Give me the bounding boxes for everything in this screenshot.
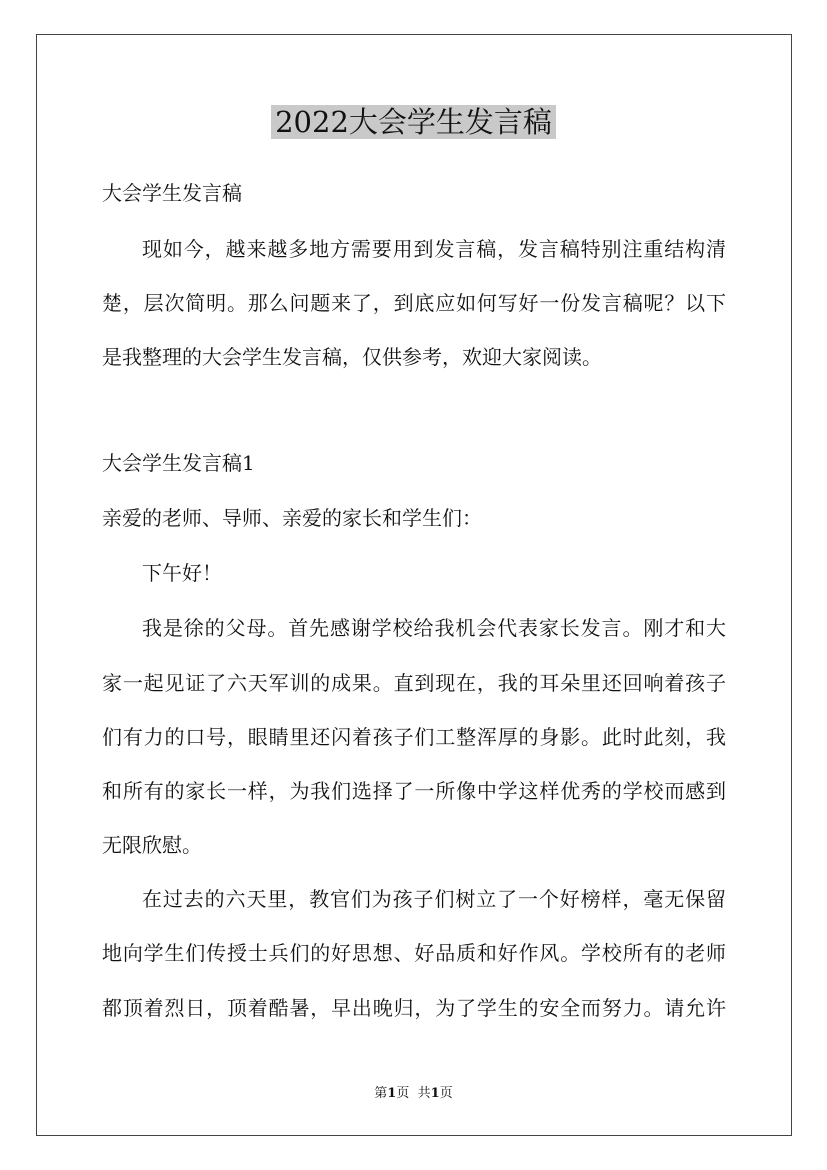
footer-page-suffix: 页 [396, 1086, 410, 1101]
paragraph1-line-3: 们有力的口号，眼睛里还闪着孩子们工整浑厚的身影。此时此刻，我 [102, 725, 726, 749]
document-title [0, 100, 827, 144]
paragraph1-line-5: 无限欣慰。 [102, 833, 202, 857]
footer-page-number: 1 [387, 1086, 397, 1101]
footer-total-prefix: 共 [417, 1086, 431, 1101]
intro-line-1: 现如今，越来越多地方需要用到发言稿，发言稿特别注重结构清 [142, 237, 726, 261]
intro-line-2: 楚，层次简明。那么问题来了，到底应如何写好一份发言稿呢？以下 [102, 291, 726, 315]
paragraph1-line-1: 我是徐的父母。首先感谢学校给我机会代表家长发言。刚才和大 [142, 616, 726, 640]
footer-total-pages: 1 [430, 1086, 440, 1101]
salutation: 亲爱的老师、导师、亲爱的家长和学生们： [102, 506, 482, 530]
paragraph1-line-2: 家一起见证了六天军训的成果。直到现在，我的耳朵里还回响着孩子 [102, 671, 726, 695]
paragraph2-line-3: 都顶着烈日，顶着酷暑，早出晚归，为了学生的安全而努力。请允许 [102, 996, 726, 1020]
footer-total-suffix: 页 [439, 1086, 453, 1101]
footer-prefix: 第 [374, 1086, 388, 1101]
page-footer [0, 1085, 827, 1103]
document-title-text: 2022大会学生发言稿 [271, 105, 556, 139]
intro-line-3: 是我整理的大会学生发言稿，仅供参考，欢迎大家阅读。 [102, 345, 602, 369]
paragraph2-line-2: 地向学生们传授士兵们的好思想、好品质和好作风。学校所有的老师 [102, 941, 726, 965]
paragraph1-line-4: 和所有的家长一样，为我们选择了一所像中学这样优秀的学校而感到 [102, 779, 726, 803]
section-heading: 大会学生发言稿1 [102, 451, 255, 475]
greeting: 下午好！ [142, 561, 222, 585]
paragraph2-line-1: 在过去的六天里，教官们为孩子们树立了一个好榜样，毫无保留 [142, 887, 726, 911]
document-subtitle: 大会学生发言稿 [102, 181, 242, 205]
